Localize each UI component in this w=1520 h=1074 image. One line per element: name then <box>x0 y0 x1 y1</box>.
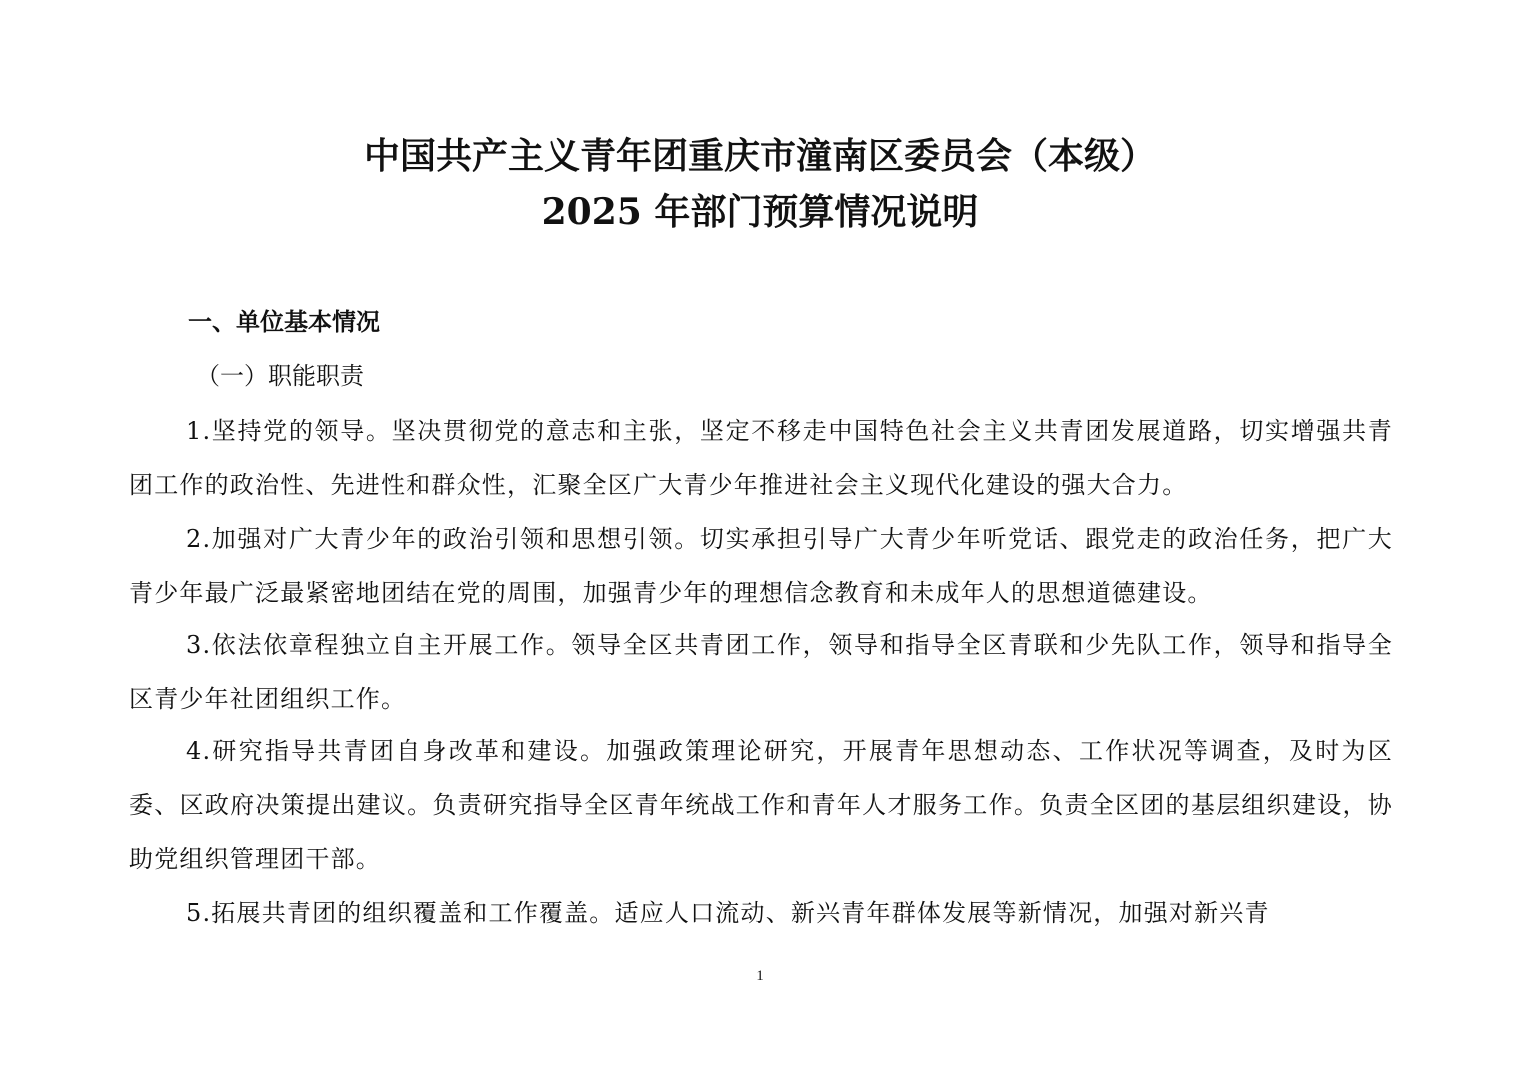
paragraph-1: 1.坚持党的领导。坚决贯彻党的意志和主张，坚定不移走中国特色社会主义共青团发展道路，切实增强共青团工作的政治性、先进性和群众性，汇聚全区广大青少年推进社会主义现代化建设的强大合力。 <box>129 417 1393 499</box>
paragraph-5: 5.拓展共青团的组织覆盖和工作覆盖。适应人口流动、新兴青年群体发展等新情况，加强对新兴青 <box>186 899 1270 927</box>
paragraph-2: 2.加强对广大青少年的政治引领和思想引领。切实承担引导广大青少年听党话、跟党走的政治任务，把广大青少年最广泛最紧密地团结在党的周围，加强青少年的理想信念教育和未成年人的思想道德建设。 <box>129 525 1393 607</box>
document-title <box>0 128 1520 240</box>
section-heading: 一、单位基本情况 <box>188 308 380 336</box>
page-number: 1 <box>756 968 764 984</box>
title-line-2: 2025 年部门预算情况说明 <box>541 191 979 233</box>
title-line-1: 中国共产主义青年团重庆市潼南区委员会（本级） <box>363 135 1156 177</box>
paragraph-4: 4.研究指导共青团自身改革和建设。加强政策理论研究，开展青年思想动态、工作状况等调查，及时为区委、区政府决策提出建议。负责研究指导全区青年统战工作和青年人才服务工作。负责全区团的基层组织建设，协助党组织管理团干部。 <box>129 737 1393 873</box>
paragraph-3: 3.依法依章程独立自主开展工作。领导全区共青团工作，领导和指导全区青联和少先队工作，领导和指导全区青少年社团组织工作。 <box>129 631 1393 713</box>
subsection-heading: （一）职能职责 <box>196 362 364 390</box>
